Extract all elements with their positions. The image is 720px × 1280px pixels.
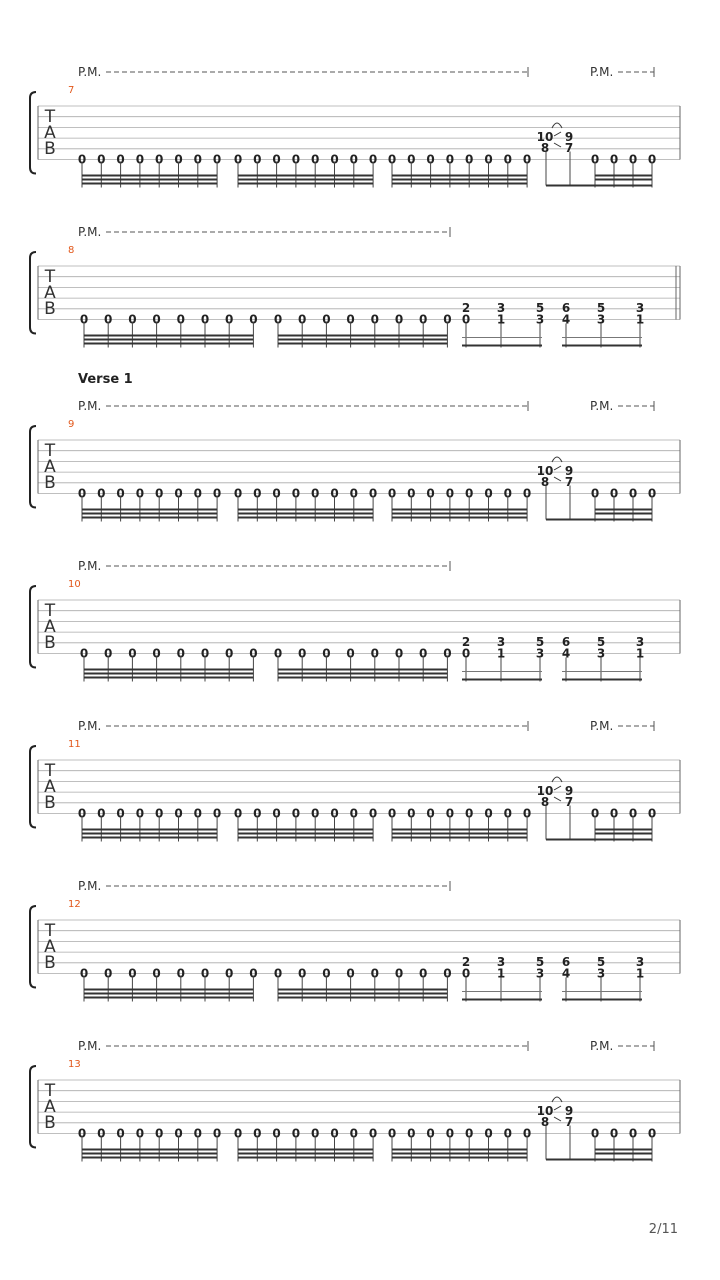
fret-number: 0 (346, 312, 355, 327)
tab-clef-letter: A (44, 1097, 56, 1117)
page-number: 2/11 (648, 1222, 678, 1237)
system-brace (30, 426, 36, 508)
fret-number: 0 (349, 1126, 358, 1141)
fret-number: 3 (635, 635, 645, 649)
fret-number: 10 (536, 464, 554, 478)
fret-number: 0 (128, 646, 137, 661)
fret-number: 8 (540, 1115, 550, 1129)
tab-clef-letter: A (44, 457, 56, 477)
fret-number: 0 (503, 1126, 512, 1141)
measure-number: 9 (68, 419, 75, 430)
fret-number: 0 (461, 966, 471, 981)
tab-clef-letter: T (44, 921, 56, 941)
system-brace (30, 252, 36, 334)
fret-number: 0 (465, 486, 474, 501)
fret-number: 9 (564, 784, 574, 798)
fret-number: 6 (561, 635, 571, 649)
fret-number: 0 (522, 152, 532, 167)
fret-number: 0 (155, 1126, 164, 1141)
fret-number: 0 (273, 966, 283, 981)
fret-number: 0 (212, 486, 222, 501)
fret-number: 0 (79, 646, 89, 661)
fret-number: 4 (561, 646, 571, 661)
fret-number: 0 (128, 312, 137, 327)
fret-number: 0 (155, 486, 164, 501)
fret-number: 5 (535, 301, 545, 315)
fret-number: 0 (330, 1126, 339, 1141)
fret-number: 0 (174, 486, 183, 501)
fret-number: 6 (561, 301, 571, 315)
fret-number: 0 (368, 486, 378, 501)
fret-number: 7 (564, 795, 574, 809)
fret-number: 0 (200, 646, 210, 661)
fret-number: 0 (349, 152, 358, 167)
tab-clef-letter: B (44, 633, 56, 653)
fret-number: 1 (635, 966, 645, 981)
palm-mute-label: P.M. (78, 225, 102, 239)
fret-number: 0 (419, 312, 428, 327)
fret-number: 0 (249, 966, 258, 981)
tab-clef-letter: T (44, 601, 56, 621)
fret-number: 0 (233, 152, 243, 167)
fret-number: 0 (193, 152, 202, 167)
fret-number: 0 (445, 806, 455, 821)
fret-number: 0 (272, 152, 281, 167)
fret-number: 0 (590, 486, 600, 501)
fret-number: 0 (225, 966, 234, 981)
fret-number: 0 (628, 806, 638, 821)
fret-number: 0 (419, 966, 428, 981)
fret-number: 0 (212, 152, 222, 167)
fret-number: 0 (152, 966, 161, 981)
fret-number: 0 (407, 1126, 416, 1141)
fret-number: 9 (564, 1104, 574, 1118)
fret-number: 0 (273, 646, 283, 661)
fret-number: 0 (135, 806, 145, 821)
fret-number: 7 (564, 1115, 574, 1129)
fret-number: 0 (407, 806, 416, 821)
fret-number: 0 (419, 646, 428, 661)
palm-mute-label: P.M. (78, 719, 102, 733)
fret-number: 0 (387, 486, 397, 501)
fret-number: 0 (79, 312, 89, 327)
tab-system-9 (30, 372, 680, 522)
palm-mute-label: P.M. (78, 65, 102, 79)
fret-number: 0 (387, 806, 397, 821)
fret-number: 0 (368, 806, 378, 821)
fret-number: 0 (628, 152, 638, 167)
fret-number: 0 (249, 646, 258, 661)
fret-number: 6 (561, 955, 571, 969)
fret-number: 0 (212, 806, 222, 821)
fret-number: 0 (97, 486, 106, 501)
palm-mute-label: P.M. (78, 399, 102, 413)
fret-number: 0 (291, 1126, 301, 1141)
fret-number: 0 (272, 486, 281, 501)
palm-mute-label: P.M. (590, 399, 614, 413)
fret-number: 0 (609, 806, 619, 821)
fret-number: 1 (635, 646, 645, 661)
fret-number: 0 (370, 966, 379, 981)
fret-number: 0 (394, 966, 404, 981)
fret-number: 7 (564, 475, 574, 489)
fret-number: 0 (445, 1126, 455, 1141)
fret-number: 0 (155, 152, 164, 167)
fret-number: 0 (346, 646, 355, 661)
fret-number: 0 (461, 312, 471, 327)
fret-number: 0 (647, 1126, 657, 1141)
fret-number: 0 (445, 486, 455, 501)
palm-mute-label: P.M. (78, 559, 102, 573)
fret-number: 0 (370, 312, 379, 327)
fret-number: 0 (484, 806, 493, 821)
fret-number: 0 (212, 1126, 222, 1141)
fret-number: 0 (233, 1126, 243, 1141)
fret-number: 9 (564, 464, 574, 478)
fret-number: 0 (522, 806, 532, 821)
fret-number: 0 (609, 152, 619, 167)
fret-number: 3 (596, 312, 606, 327)
fret-number: 1 (496, 312, 506, 327)
fret-number: 0 (77, 486, 87, 501)
fret-number: 1 (635, 312, 645, 327)
tab-clef-letter: B (44, 139, 56, 159)
fret-number: 1 (496, 966, 506, 981)
fret-number: 9 (564, 130, 574, 144)
fret-number: 5 (535, 635, 545, 649)
fret-number: 0 (253, 1126, 262, 1141)
fret-number: 0 (79, 966, 89, 981)
fret-number: 0 (97, 806, 106, 821)
tab-clef-letter: B (44, 953, 56, 973)
fret-number: 0 (77, 806, 87, 821)
fret-number: 3 (596, 646, 606, 661)
fret-number: 0 (273, 312, 283, 327)
fret-number: 0 (426, 1126, 435, 1141)
tab-clef-letter: T (44, 761, 56, 781)
fret-number: 0 (152, 312, 161, 327)
tab-system-11 (30, 719, 680, 842)
fret-number: 0 (128, 966, 137, 981)
fret-number: 8 (540, 141, 550, 155)
fret-number: 0 (77, 1126, 87, 1141)
fret-number: 0 (426, 806, 435, 821)
fret-number: 0 (407, 152, 416, 167)
fret-number: 0 (311, 1126, 320, 1141)
tab-system-7 (30, 65, 680, 188)
tab-clef-letter: B (44, 1113, 56, 1133)
fret-number: 0 (522, 486, 532, 501)
fret-number: 0 (225, 312, 234, 327)
slide-line (554, 786, 561, 790)
fret-number: 0 (394, 312, 404, 327)
fret-number: 0 (233, 486, 243, 501)
fret-number: 0 (272, 806, 281, 821)
fret-number: 0 (272, 1126, 281, 1141)
fret-number: 0 (135, 152, 145, 167)
fret-number: 0 (104, 646, 113, 661)
fret-number: 4 (561, 966, 571, 981)
fret-number: 0 (445, 152, 455, 167)
fret-number: 0 (193, 486, 202, 501)
fret-number: 10 (536, 1104, 554, 1118)
palm-mute-label: P.M. (590, 719, 614, 733)
fret-number: 5 (596, 955, 606, 969)
fret-number: 0 (484, 486, 493, 501)
fret-number: 0 (443, 646, 452, 661)
fret-number: 0 (116, 152, 125, 167)
fret-number: 0 (116, 1126, 125, 1141)
fret-number: 0 (322, 312, 331, 327)
fret-number: 0 (330, 806, 339, 821)
fret-number: 0 (330, 486, 339, 501)
fret-number: 0 (193, 806, 202, 821)
fret-number: 0 (407, 486, 416, 501)
fret-number: 2 (461, 955, 471, 969)
fret-number: 4 (561, 312, 571, 327)
fret-number: 0 (461, 646, 471, 661)
fret-number: 0 (443, 966, 452, 981)
fret-number: 0 (253, 486, 262, 501)
tab-clef-letter: T (44, 441, 56, 461)
fret-number: 0 (590, 152, 600, 167)
fret-number: 0 (233, 806, 243, 821)
fret-number: 0 (370, 646, 379, 661)
fret-number: 0 (298, 646, 307, 661)
measure-number: 8 (68, 245, 75, 256)
fret-number: 0 (322, 966, 331, 981)
fret-number: 0 (97, 1126, 106, 1141)
fret-number: 0 (298, 966, 307, 981)
fret-number: 0 (426, 486, 435, 501)
fret-number: 0 (253, 152, 262, 167)
fret-number: 0 (387, 152, 397, 167)
palm-mute-label: P.M. (78, 1039, 102, 1053)
slide-line (554, 466, 561, 470)
section-label: Verse 1 (78, 372, 133, 387)
fret-number: 5 (596, 635, 606, 649)
fret-number: 0 (368, 1126, 378, 1141)
fret-number: 0 (249, 312, 258, 327)
fret-number: 0 (176, 646, 185, 661)
fret-number: 0 (174, 152, 183, 167)
fret-number: 0 (291, 152, 301, 167)
fret-number: 0 (465, 1126, 474, 1141)
fret-number: 0 (368, 152, 378, 167)
fret-number: 0 (97, 152, 106, 167)
measure-number: 10 (68, 579, 81, 590)
fret-number: 0 (503, 806, 512, 821)
fret-number: 0 (116, 806, 125, 821)
fret-number: 0 (503, 152, 512, 167)
fret-number: 0 (349, 486, 358, 501)
fret-number: 7 (564, 141, 574, 155)
fret-number: 0 (298, 312, 307, 327)
fret-number: 0 (155, 806, 164, 821)
fret-number: 0 (311, 806, 320, 821)
slide-line (554, 143, 561, 147)
fret-number: 3 (496, 635, 506, 649)
fret-number: 0 (628, 1126, 638, 1141)
slide-line (554, 797, 561, 801)
slide-line (554, 1117, 561, 1121)
slide-line (554, 132, 561, 136)
fret-number: 0 (503, 486, 512, 501)
fret-number: 0 (176, 312, 185, 327)
fret-number: 0 (443, 312, 452, 327)
tab-clef-letter: T (44, 107, 56, 127)
fret-number: 0 (200, 312, 210, 327)
fret-number: 3 (496, 301, 506, 315)
fret-number: 0 (330, 152, 339, 167)
fret-number: 0 (174, 1126, 183, 1141)
fret-number: 0 (135, 486, 145, 501)
fret-number: 0 (200, 966, 210, 981)
slide-line (554, 1106, 561, 1110)
fret-number: 0 (628, 486, 638, 501)
fret-number: 0 (465, 152, 474, 167)
tab-system-13 (30, 1039, 680, 1162)
tab-clef-letter: B (44, 299, 56, 319)
fret-number: 0 (426, 152, 435, 167)
palm-mute-label: P.M. (78, 879, 102, 893)
measure-number: 12 (68, 899, 81, 910)
fret-number: 0 (104, 966, 113, 981)
fret-number: 0 (104, 312, 113, 327)
measure-number: 11 (68, 739, 81, 750)
fret-number: 0 (116, 486, 125, 501)
fret-number: 8 (540, 475, 550, 489)
tab-clef-letter: A (44, 617, 56, 637)
fret-number: 0 (609, 486, 619, 501)
fret-number: 0 (465, 806, 474, 821)
measure-number: 7 (68, 85, 75, 96)
fret-number: 0 (590, 806, 600, 821)
fret-number: 0 (394, 646, 404, 661)
fret-number: 0 (291, 486, 301, 501)
fret-number: 5 (535, 955, 545, 969)
fret-number: 10 (536, 130, 554, 144)
fret-number: 0 (291, 806, 301, 821)
fret-number: 3 (535, 646, 545, 661)
fret-number: 0 (484, 1126, 493, 1141)
tab-clef-letter: B (44, 473, 56, 493)
fret-number: 0 (647, 152, 657, 167)
fret-number: 0 (225, 646, 234, 661)
fret-number: 3 (635, 301, 645, 315)
fret-number: 0 (193, 1126, 202, 1141)
fret-number: 0 (311, 152, 320, 167)
tab-system-10 (30, 559, 680, 682)
tab-clef-letter: A (44, 123, 56, 143)
tab-clef-letter: T (44, 1081, 56, 1101)
fret-number: 0 (387, 1126, 397, 1141)
fret-number: 0 (590, 1126, 600, 1141)
tab-system-8 (30, 225, 680, 348)
fret-number: 0 (522, 1126, 532, 1141)
fret-number: 3 (596, 966, 606, 981)
fret-number: 2 (461, 635, 471, 649)
fret-number: 0 (346, 966, 355, 981)
system-brace (30, 746, 36, 828)
tab-clef-letter: T (44, 267, 56, 287)
fret-number: 0 (349, 806, 358, 821)
fret-number: 10 (536, 784, 554, 798)
fret-number: 0 (484, 152, 493, 167)
system-brace (30, 586, 36, 668)
tab-clef-letter: A (44, 777, 56, 797)
fret-number: 3 (535, 966, 545, 981)
fret-number: 2 (461, 301, 471, 315)
system-brace (30, 906, 36, 988)
fret-number: 0 (647, 486, 657, 501)
fret-number: 0 (647, 806, 657, 821)
fret-number: 0 (609, 1126, 619, 1141)
fret-number: 0 (174, 806, 183, 821)
fret-number: 0 (311, 486, 320, 501)
fret-number: 3 (635, 955, 645, 969)
fret-number: 0 (253, 806, 262, 821)
fret-number: 0 (135, 1126, 145, 1141)
fret-number: 5 (596, 301, 606, 315)
measure-number: 13 (68, 1059, 81, 1070)
palm-mute-label: P.M. (590, 65, 614, 79)
slide-line (554, 477, 561, 481)
system-brace (30, 1066, 36, 1148)
tab-system-12 (30, 879, 680, 1002)
fret-number: 0 (176, 966, 185, 981)
fret-number: 0 (152, 646, 161, 661)
fret-number: 0 (77, 152, 87, 167)
tab-clef-letter: A (44, 937, 56, 957)
fret-number: 8 (540, 795, 550, 809)
tab-clef-letter: A (44, 283, 56, 303)
system-brace (30, 92, 36, 174)
palm-mute-label: P.M. (590, 1039, 614, 1053)
fret-number: 3 (535, 312, 545, 327)
fret-number: 3 (496, 955, 506, 969)
fret-number: 0 (322, 646, 331, 661)
fret-number: 1 (496, 646, 506, 661)
tab-clef-letter: B (44, 793, 56, 813)
